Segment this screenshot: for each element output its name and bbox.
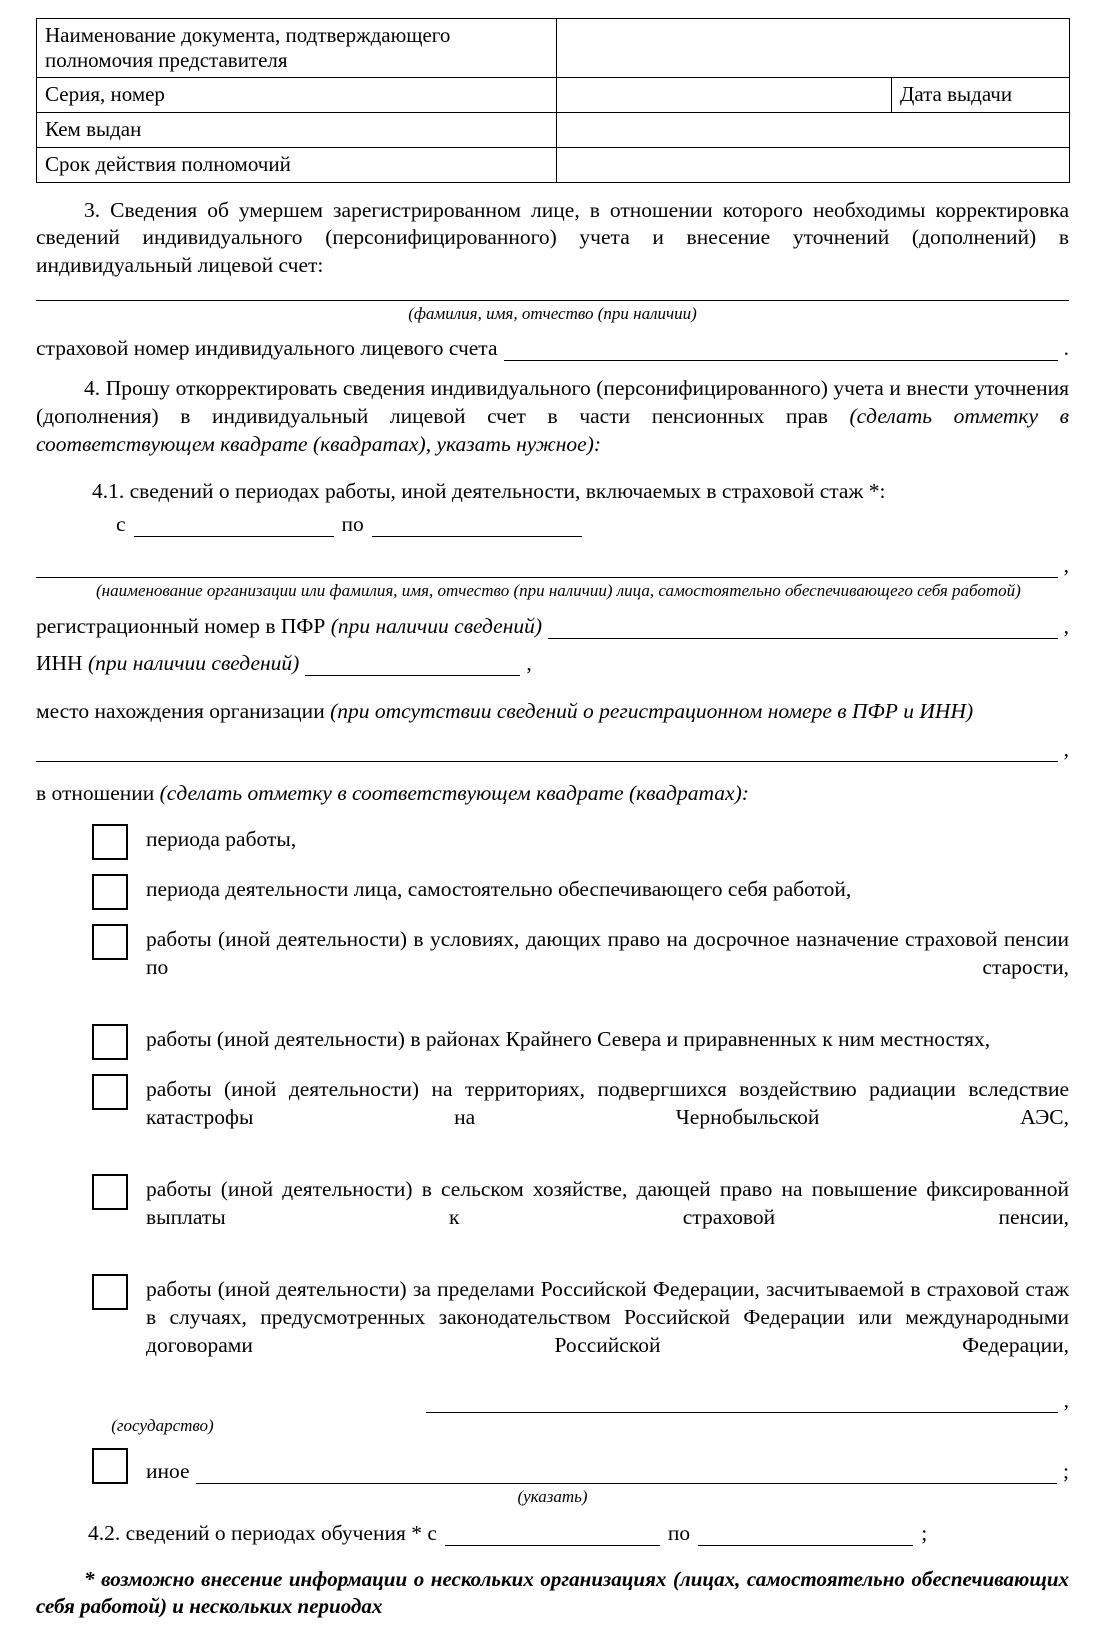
regarding-checkbox-list <box>36 824 1069 1387</box>
list-item[interactable] <box>36 1174 1069 1260</box>
item-4-2-tail: ; <box>921 1520 928 1545</box>
inn-label: ИНН (при наличии сведений) <box>36 650 300 675</box>
specify-caption: (указать) <box>517 1486 588 1506</box>
representative-authority-table <box>36 18 1070 183</box>
organization-location-input[interactable] <box>36 743 1058 762</box>
other-label: иное <box>146 1458 190 1483</box>
pfr-reg-number-row <box>36 614 1069 639</box>
footnote: * возможно внесение информации о нескольких организациях (лицах, самостоятельно обеспечивающих себя работой) и нескольких периодах <box>36 1566 1069 1618</box>
checkbox-early-retirement-conditions[interactable] <box>92 924 128 960</box>
authority-document-name-field[interactable] <box>557 19 1070 78</box>
period-from-input[interactable] <box>134 518 334 537</box>
authority-validity-field[interactable] <box>557 147 1070 182</box>
series-number-field[interactable] <box>557 77 892 112</box>
list-item[interactable] <box>36 1024 1069 1060</box>
state-row <box>36 1388 1069 1413</box>
section-3-paragraph: 3. Сведения об умершем зарегистрированном лице, в отношении которого необходимы корректировка сведений индивидуального (персонифицированного) учета и внесение уточнений (дополнений) в индивидуальный лицевой счет: <box>36 197 1069 278</box>
checkbox-label: работы (иной деятельности) в сельском хозяйстве, дающей право на повышение фиксированной выплаты к страховой пенсии, <box>146 1177 1069 1229</box>
table-row <box>37 147 1070 182</box>
inn-input[interactable] <box>305 657 520 676</box>
state-input[interactable] <box>426 1394 1058 1413</box>
other-tail: ; <box>1063 1458 1069 1483</box>
organization-name-tail: , <box>1063 553 1069 578</box>
organization-location-row <box>36 737 1069 762</box>
list-item[interactable] <box>36 1074 1069 1160</box>
organization-location-tail: , <box>1063 737 1069 762</box>
organization-name-row <box>36 553 1069 578</box>
study-to-input[interactable] <box>698 1527 913 1546</box>
issue-date-label: Дата выдачи <box>900 81 1013 106</box>
snils-input[interactable] <box>504 342 1058 361</box>
inn-tail: , <box>526 650 532 675</box>
item-4-2-label: 4.2. сведений о периодах обучения * с <box>88 1520 437 1545</box>
issued-by-label: Кем выдан <box>37 112 557 147</box>
checkbox-label: работы (иной деятельности) в условиях, дающих право на досрочное назначение страховой пенсии по старости, <box>146 927 1069 980</box>
organization-name-input[interactable] <box>36 559 1058 578</box>
authority-validity-label: Срок действия полномочий <box>37 147 557 182</box>
pfr-reg-number-input[interactable] <box>548 620 1058 639</box>
list-item[interactable] <box>36 924 1069 1010</box>
checkbox-agriculture-work[interactable] <box>92 1174 128 1210</box>
checkbox-self-employed-period[interactable] <box>92 874 128 910</box>
study-to-label: по <box>667 1520 691 1545</box>
pfr-reg-number-tail: , <box>1063 613 1069 638</box>
issue-date-cell <box>892 77 1070 112</box>
list-item[interactable] <box>36 824 1069 860</box>
period-from-label: с <box>116 512 126 537</box>
state-tail: , <box>1063 1387 1069 1412</box>
list-item[interactable] <box>36 874 1069 910</box>
checkbox-label: периода работы, <box>146 827 297 852</box>
table-row <box>37 77 1070 112</box>
series-number-label: Серия, номер <box>37 77 557 112</box>
checkbox-label: работы (иной деятельности) на территориях, подвергшихся воздействию радиации вследствие катастрофы на Чернобыльской АЭС, <box>146 1077 1069 1130</box>
section-4-text-italic: (сделать отметку в соответствующем квадрате (квадратах), указать нужное): <box>36 404 1069 457</box>
pfr-reg-number-label: регистрационный номер в ПФР (при наличии сведений) <box>36 613 543 638</box>
table-row <box>37 19 1070 78</box>
item-4-1-label: 4.1. сведений о периодах работы, иной деятельности, включаемых в страховой стаж *: <box>92 479 886 504</box>
section-4-paragraph <box>36 375 1069 459</box>
snils-row <box>36 336 1069 361</box>
deceased-fio-caption: (фамилия, имя, отчество (при наличии) <box>408 304 697 324</box>
checkbox-label: работы (иной деятельности) в районах Крайнего Севера и приравненных к ним местностях, <box>146 1027 991 1052</box>
period-to-input[interactable] <box>372 518 582 537</box>
item-4-2-row <box>36 1521 1069 1546</box>
authority-document-name-label: Наименование документа, подтверждающего полномочия представителя <box>37 19 557 78</box>
table-row <box>37 112 1070 147</box>
section-4-text: 4. Прошу откорректировать сведения индивидуального (персонифицированного) учета и внести уточнения (дополнения) в индивидуальный лицевой счет в части пенсионных прав <box>36 376 1069 429</box>
other-input[interactable] <box>196 1465 1057 1484</box>
organization-name-caption: (наименование организации или фамилия, имя, отчество (при наличии) лица, самостоятельно обеспечивающего себя работой) <box>96 581 1021 601</box>
period-to-label: по <box>341 512 364 537</box>
checkbox-label: работы (иной деятельности) за пределами Российской Федерации, засчитываемой в страховой стаж в случаях, предусмотренных законодательством Российской Федерации или международными договорами Российской Федерации, <box>146 1276 1069 1357</box>
organization-location-label: место нахождения организации (при отсутствии сведений о регистрационном номере в ПФР и ИНН) <box>36 698 974 723</box>
snils-tail: . <box>1063 336 1069 361</box>
list-item[interactable] <box>36 1274 1069 1388</box>
checkbox-work-abroad[interactable] <box>92 1274 128 1310</box>
inn-row <box>36 651 1069 676</box>
state-caption: (государство) <box>111 1415 214 1435</box>
checkbox-period-of-work[interactable] <box>92 824 128 860</box>
study-from-input[interactable] <box>445 1527 660 1546</box>
checkbox-far-north-regions[interactable] <box>92 1024 128 1060</box>
deceased-fio-rule[interactable] <box>36 300 1069 301</box>
work-period-row <box>36 512 1069 537</box>
checkbox-chernobyl-radiation-territories[interactable] <box>92 1074 128 1110</box>
checkbox-other[interactable] <box>92 1448 128 1484</box>
regarding-label: в отношении (сделать отметку в соответствующем квадрате (квадратах): <box>36 781 749 806</box>
snils-label: страховой номер индивидуального лицевого счета <box>36 336 498 361</box>
checkbox-label: периода деятельности лица, самостоятельно обеспечивающего себя работой, <box>146 877 852 902</box>
issued-by-field[interactable] <box>557 112 1070 147</box>
list-item[interactable] <box>36 1448 1069 1484</box>
